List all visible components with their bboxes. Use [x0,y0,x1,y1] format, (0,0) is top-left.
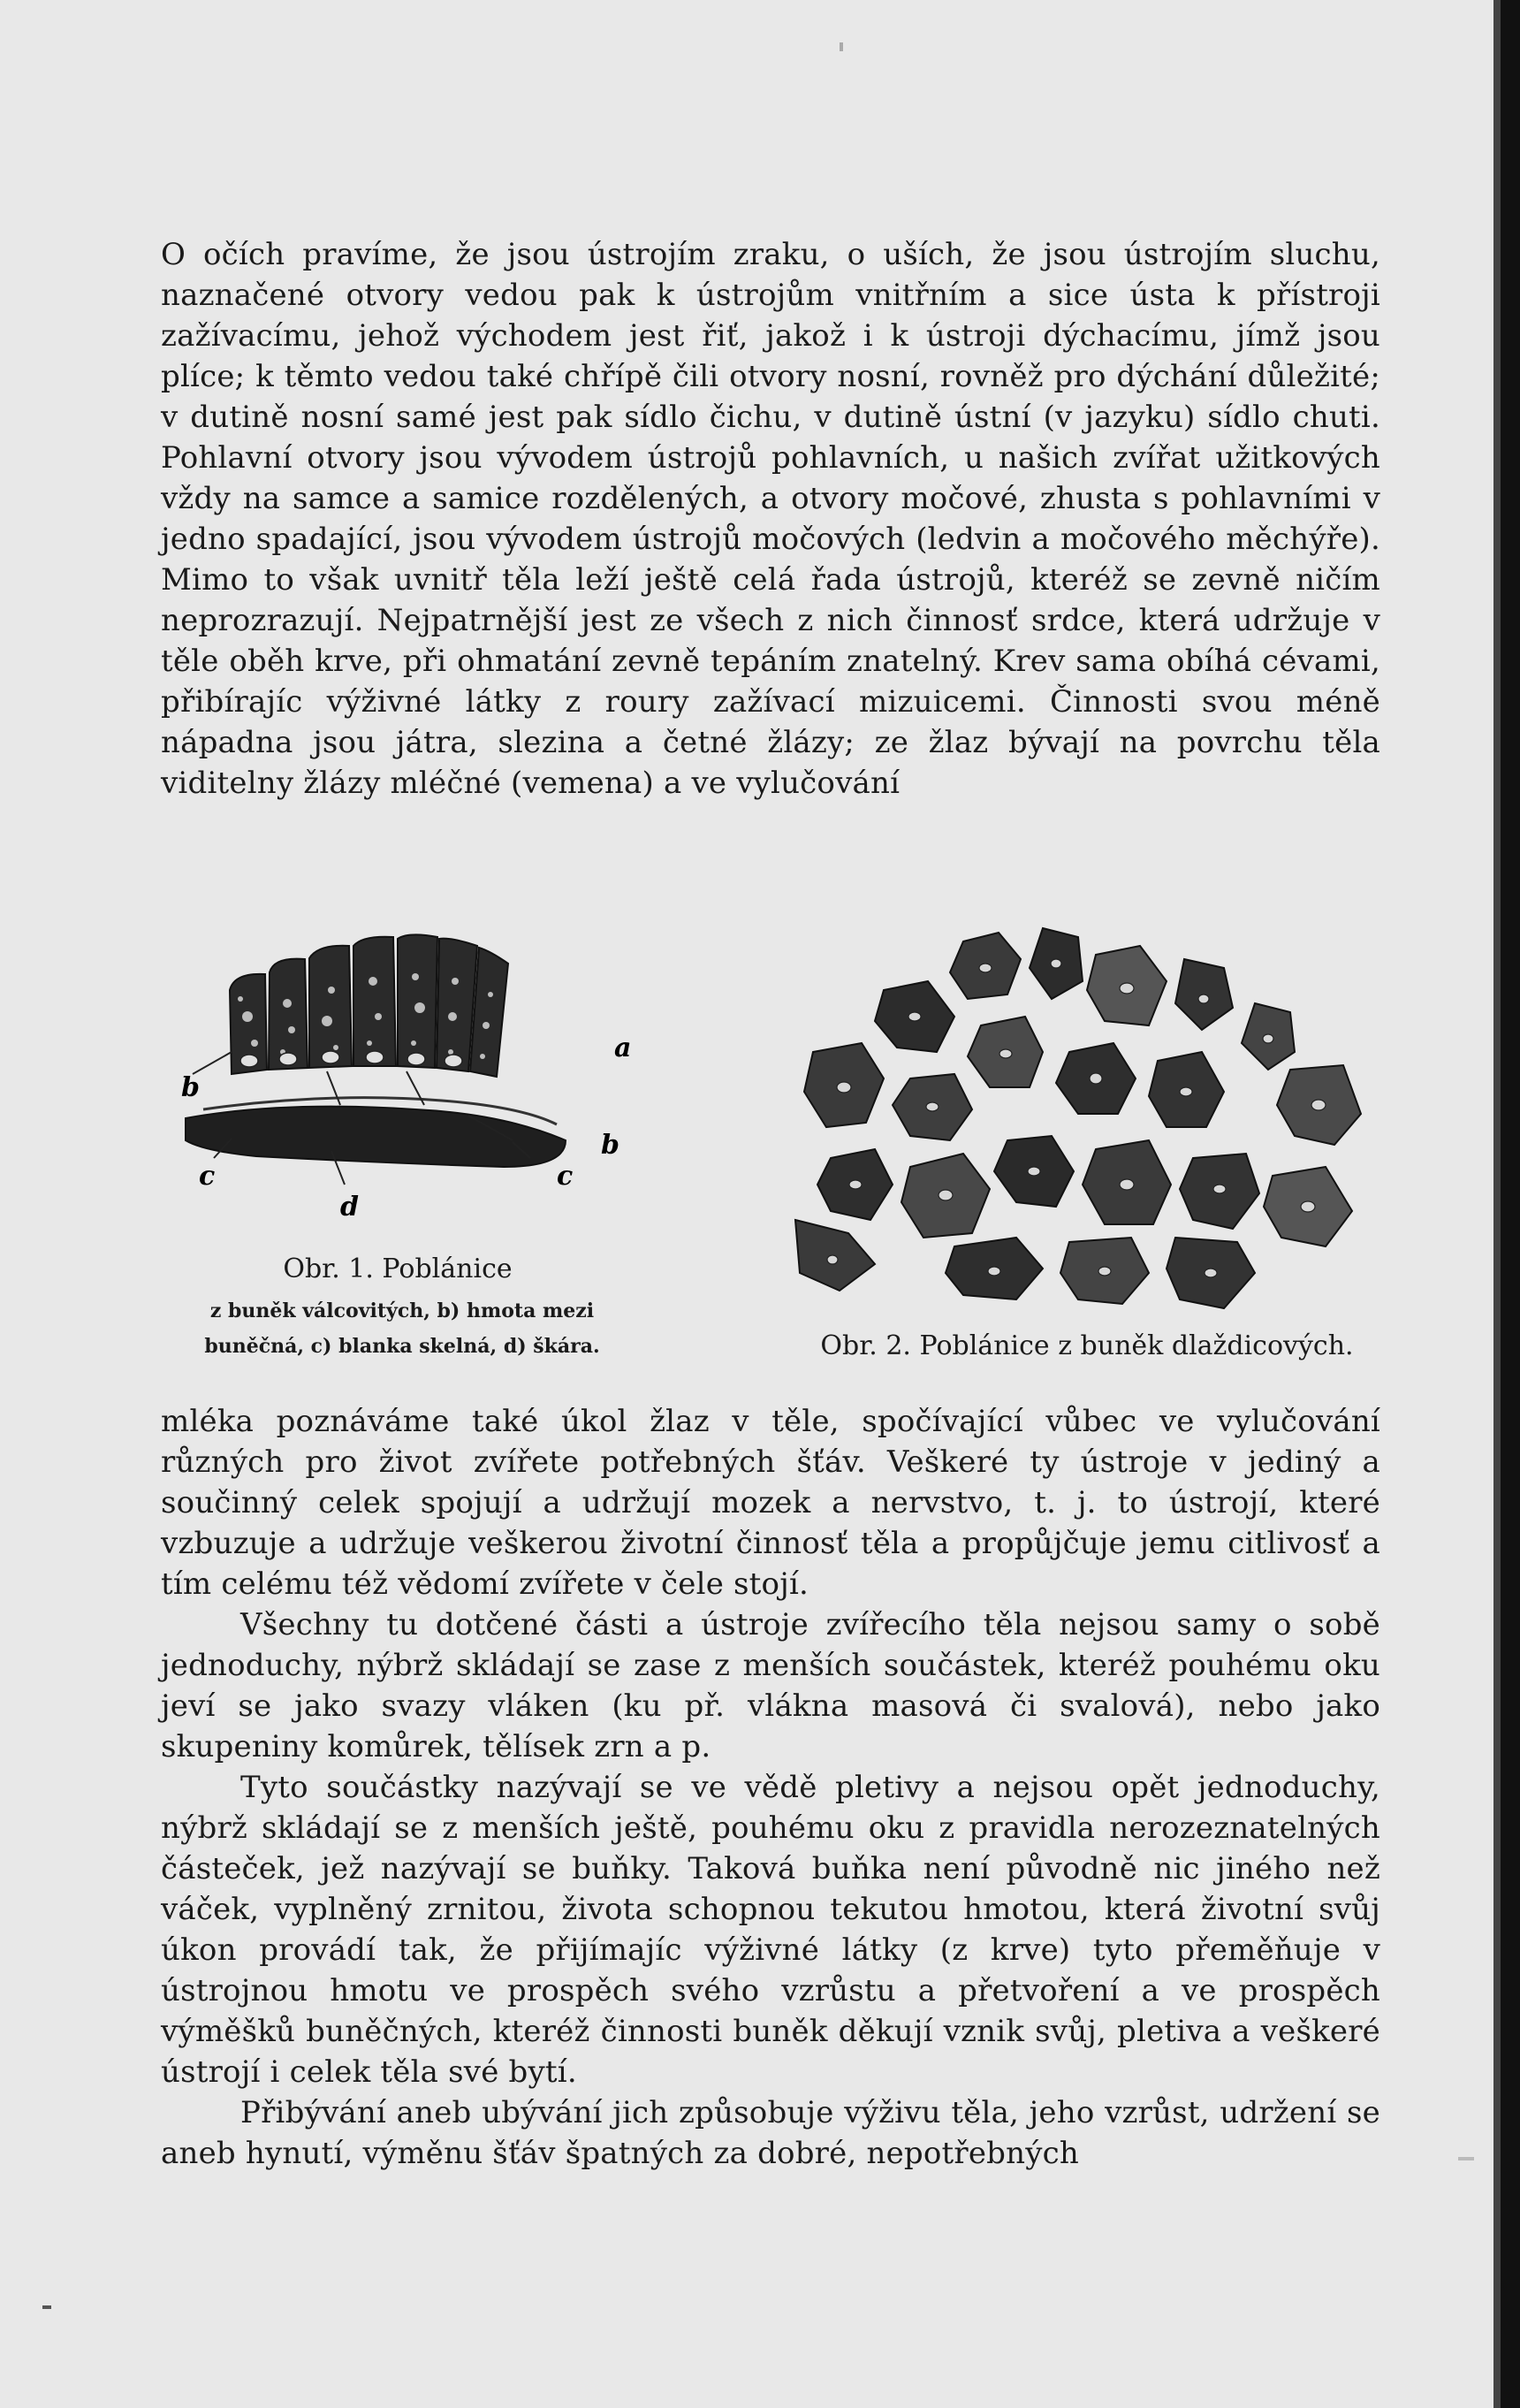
label-b-right: b [601,1130,619,1161]
top-paragraph-block [161,234,1380,804]
paragraph-1: mléka poznáváme také úkol žlaz v těle, spočívající vůbec ve vylučování různých pro život zvířete potřebných šťáv. Veškeré ty ústroje v jediný a součinný celek spojují a udržují mozek a nervstvo, t. j. to ústrojí, které vzbuzuje a udržuje veškerou životní činnosť těla a propůjčuje jemu citlivosť a tím celému též vědomí zvířete v čele stojí. [161,1404,1380,1602]
paragraph-3: Tyto součástky nazývají se ve vědě pletivy a nejsou opět jednoduchy, nýbrž skládají se z menších ještě, pouhému oku z pravidla nerozeznatelných částeček, jež nazývají se buňky. Taková buňka není původně nic jiného než váček, vyplněný zrnitou, života schopnou tekutou hmotou, která životní svůj úkon provádí tak, že přijímajíc výživné látky (z krve) tyto přeměňuje v ústrojnou hmotu ve prospěch svého vzrůstu a přetvoření a ve prospěch výměšků buněčných, kteréž činnosti buněk děkují vznik svůj, pletiva a veškeré ústrojí i celek těla své bytí. [161,1770,1380,2090]
label-b-left: b [181,1072,200,1103]
paragraph-4: Přibývání aneb ubývání jich způsobuje výživu těla, jeho vzrůst, udržení se aneb hynutí, výměnu šťáv špatných za dobré, nepotřebných [161,2095,1380,2171]
label-c-left: c [199,1161,216,1192]
squamous-cells-illustration [778,919,1396,1317]
label-c-right: c [557,1161,574,1192]
figure2-caption: Obr. 2. Poblánice z buněk dlaždicových. [820,1330,1354,1361]
page-edge [1493,0,1520,2408]
scan-mark [1458,2157,1474,2160]
figure1-description-line1: z buněk válcovitých, b) hmota mezi [209,1299,595,1322]
bottom-paragraph-block [161,1401,1380,2174]
scan-speck-top [840,42,843,51]
figure-squamous-epithelium [778,919,1396,1353]
paragraph-top: O očích pravíme, že jsou ústrojím zraku, o uších, že jsou ústrojím sluchu, naznačené otvory vedou pak k ústrojům vnitřním a sice ústa k přístroji zažívacímu, jehož východem jest řiť, jakož i k ústroji dýchacímu, jímž jsou plíce; k těmto vedou také chřípě čili otvory nosní, rovněž pro dýchání důležité; v dutině nosní samé jest pak sídlo čichu, v dutině ústní (v jazyku) sídlo chuti. Pohlavní otvory jsou vývodem ústrojů pohlavních, u našich zvířat užitkových vždy na samce a samice rozdělených, a otvory močové, zhusta s pohlavními v jedno spadající, jsou vývodem ústrojů močových (ledvin a močového měchýře). Mimo to však uvnitř těla leží ještě celá řada ústrojů, kteréž se zevně ničím neprozrazují. Nejpatrnější jest ze všech z nich činnosť srdce, která udržuje v těle oběh krve, při ohmatání zevně tepáním znatelný. Krev sama obíhá cévami, přibírajíc výživné látky z roury zažívací mizuicemi. Činnosti svou méně nápadna jsou játra, slezina a četné žlázy; ze žlaz bývají na povrchu těla viditelny žlázy mléčné (vemena) a ve vylučování [161,237,1380,801]
figure1-description-line2: buněčná, c) blanka skelná, d) škára. [204,1335,600,1358]
columnar-cells-illustration [150,919,645,1255]
scan-speck [42,2305,51,2309]
figure1-title: Obr. 1. Poblánice [283,1254,513,1284]
figure-columnar-epithelium [150,919,645,1361]
label-d: d [340,1192,359,1223]
label-a: a [614,1033,632,1063]
paragraph-2: Všechny tu dotčené části a ústroje zvířecího těla nejsou samy o sobě jednoduchy, nýbrž skládají se zase z menších součástek, kteréž pouhému oku jeví se jako svazy vláken (ku př. vlákna masová či svalová), nebo jako skupeniny komůrek, tělísek zrn a p. [161,1607,1380,1764]
